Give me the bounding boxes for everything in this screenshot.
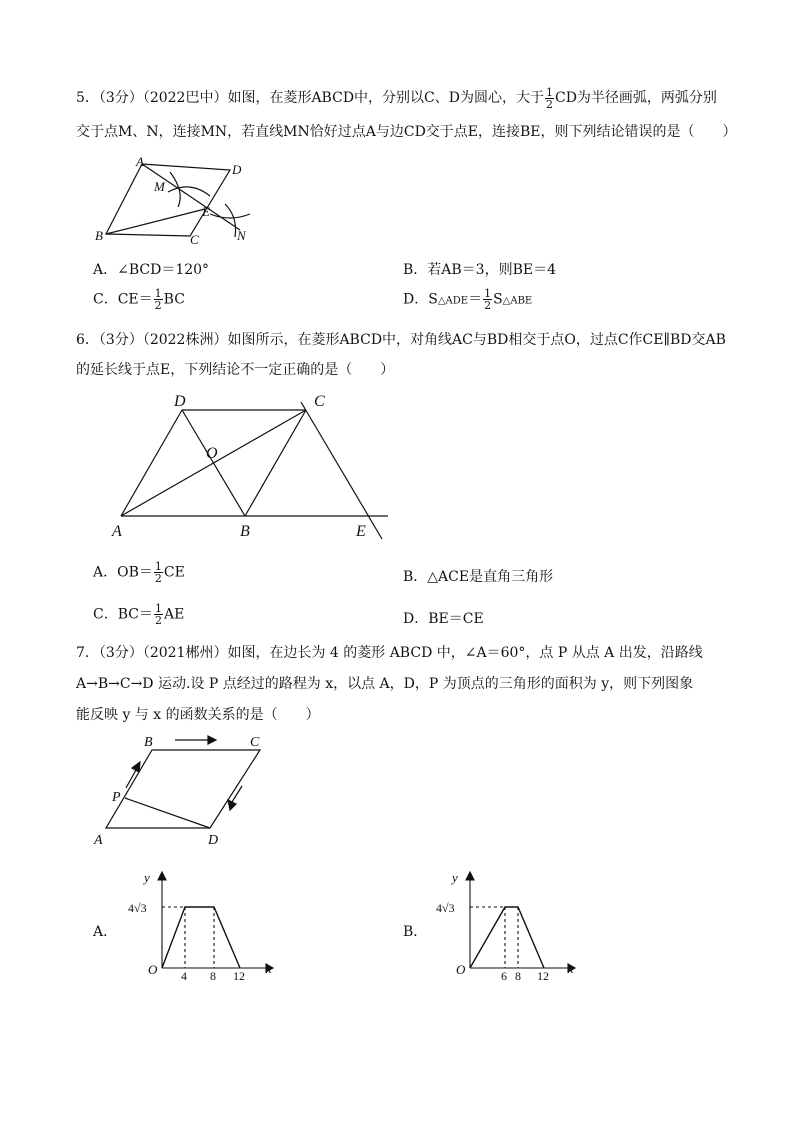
q5-arc-1 <box>170 172 180 207</box>
q5-stem-line2: 交于点M、N，连接MN，若直线MN恰好过点A与边CD交于点E，连接BE，则下列结论错误的是（ ） <box>76 124 737 140</box>
q6-label-b: B <box>240 523 250 540</box>
q5-arc-4 <box>210 214 250 218</box>
q7-graph-b-tick-3: 12 <box>537 969 549 983</box>
q5-option-c[interactable]: C．CE＝ $\frac{1}{2}$ BC <box>93 287 185 312</box>
q5-label-b: B <box>95 228 103 243</box>
q7-graph-b-tick-2: 8 <box>515 969 521 983</box>
q6-option-d[interactable]: D．BE＝CE <box>403 611 484 627</box>
q7-graph-a-ymax: 4√3 <box>128 901 147 915</box>
q7-graph-a[interactable] <box>120 866 280 984</box>
q5-stem-line1 <box>76 84 717 112</box>
q6-figure <box>106 388 396 546</box>
q5-label-d: D <box>232 162 242 177</box>
q7-graph-a-tick-1: 4 <box>181 969 187 983</box>
q7-graph-a-y-label: y <box>144 870 150 885</box>
q6-label-d: D <box>174 393 186 410</box>
q7-graph-a-tick-3: 12 <box>233 969 245 983</box>
q6-option-b[interactable]: B．△ACE是直角三角形 <box>403 569 554 585</box>
q6-diagonal-bd <box>182 410 245 516</box>
q5-arc-2 <box>168 187 210 196</box>
q7-graph-b-y-label: y <box>452 870 458 885</box>
q7-label-d: D <box>208 833 219 848</box>
q7-option-a[interactable]: A． <box>93 924 118 940</box>
q7-arrowhead-cd <box>228 800 236 810</box>
q7-stem-line1: 7．（3分）（2021郴州）如图，在边长为 4 的菱形 ABCD 中，∠A＝60°，点 P 从点 A 出发，沿路线 <box>76 645 703 661</box>
q7-graph-b-origin: O <box>456 962 466 977</box>
q5-label-n: N <box>237 228 246 243</box>
q6-side-ad <box>121 410 182 516</box>
q7-arrow-cd <box>232 786 242 802</box>
q7-label-c: C <box>250 735 260 750</box>
q7-stem-line2: A→B→C→D 运动.设 P 点经过的路程为 x，以点 A，D，P 为顶点的三角形的面积为 y，则下列图象 <box>76 676 694 692</box>
q5-figure <box>90 152 260 248</box>
q5-rhombus <box>106 164 230 236</box>
q6-stem-line2: 的延长线于点E，下列结论不一定正确的是（ ） <box>76 362 395 378</box>
q6-line-ce <box>301 402 382 539</box>
q7-rhombus <box>106 750 260 828</box>
q7-graph-a-origin: O <box>148 962 158 977</box>
q6-option-c[interactable]: C．BC＝ $\frac{1}{2}$ AE <box>93 602 185 627</box>
q5-option-a[interactable]: A．∠BCD＝120° <box>93 262 210 278</box>
q7-graph-b[interactable] <box>428 866 588 984</box>
q6-label-a: A <box>112 523 122 540</box>
q7-graph-a-x-label: x <box>266 961 272 976</box>
q7-graph-b-curve <box>470 907 544 968</box>
q6-label-c: C <box>314 393 325 410</box>
q7-graph-b-x-label: x <box>568 961 574 976</box>
q6-label-o: O <box>206 445 218 462</box>
q5-segment-be <box>106 209 205 234</box>
q5-option-b[interactable]: B．若AB＝3，则BE＝4 <box>403 262 557 278</box>
q7-arrowhead-ab <box>132 762 140 772</box>
q7-option-b[interactable]: B． <box>403 924 428 940</box>
q7-label-b: B <box>144 735 153 750</box>
q7-arrowhead-bc <box>208 736 216 744</box>
q5-label-c: C <box>190 232 199 247</box>
q7-graph-a-tick-2: 8 <box>210 969 216 983</box>
q6-label-e: E <box>356 523 366 540</box>
q7-figure <box>90 730 280 848</box>
q7-segment-pd <box>125 798 210 828</box>
q5-label-a: A <box>136 154 144 169</box>
q5-fraction: $\frac{1}{2}$ <box>545 85 553 111</box>
q6-option-a[interactable]: A．OB＝ $\frac{1}{2}$ CE <box>93 560 185 585</box>
q7-graph-b-tick-1: 6 <box>501 969 507 983</box>
q7-stem-line3: 能反映 y 与 x 的函数关系的是（ ） <box>76 707 320 723</box>
q7-label-p: P <box>112 790 121 805</box>
q6-side-cb <box>245 410 306 516</box>
q5-head-tail: CD为半径画弧，两弧分别 <box>554 90 717 106</box>
q7-graph-b-ymax: 4√3 <box>436 901 455 915</box>
q5-option-d[interactable]: D．S△ADE＝ $\frac{1}{2}$ S△ABE <box>403 287 533 312</box>
q7-label-a: A <box>94 833 103 848</box>
q5-line-mn <box>142 164 240 230</box>
q6-stem-line1: 6．（3分）（2022株洲）如图所示，在菱形ABCD中，对角线AC与BD相交于点O，过点C作CE∥BD交AB <box>76 332 726 348</box>
q7-graph-a-curve <box>162 907 240 968</box>
q5-label-e: E <box>202 204 210 219</box>
q5-head: 5．（3分）（2022巴中）如图，在菱形ABCD中，分别以C、D为圆心，大于 <box>76 90 544 106</box>
q5-label-m: M <box>154 179 165 194</box>
